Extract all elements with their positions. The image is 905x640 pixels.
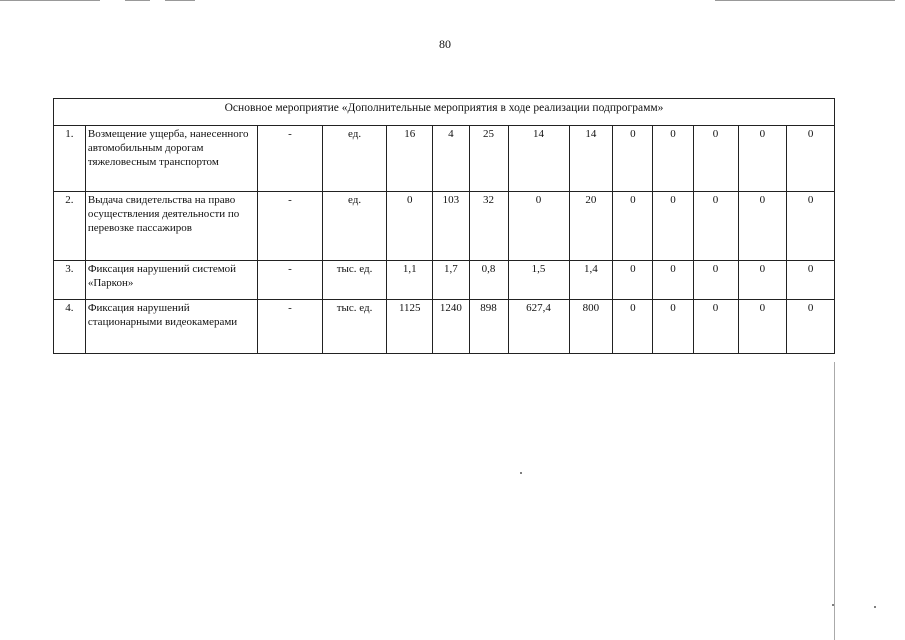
scan-edge-mark — [125, 0, 150, 1]
scan-edge-mark — [715, 0, 895, 1]
value-cell: 0 — [693, 126, 738, 192]
value-cell: 0 — [653, 192, 693, 261]
value-cell: 1,7 — [433, 261, 469, 300]
value-cell: 1240 — [433, 300, 469, 354]
value-cell: 16 — [387, 126, 433, 192]
unit-cell: ед. — [322, 192, 387, 261]
value-cell: 1,5 — [508, 261, 569, 300]
value-cell: 0 — [787, 192, 835, 261]
value-cell: 0 — [738, 192, 787, 261]
row-number: 2. — [54, 192, 86, 261]
table-row — [54, 261, 835, 300]
value-cell: 20 — [569, 192, 613, 261]
value-cell: 32 — [469, 192, 508, 261]
row-number: 4. — [54, 300, 86, 354]
scan-speck — [832, 604, 834, 606]
table-row — [54, 192, 835, 261]
dash-cell: - — [258, 261, 323, 300]
value-cell: 0 — [693, 300, 738, 354]
value-cell: 0 — [787, 300, 835, 354]
table-row — [54, 300, 835, 354]
value-cell: 1,1 — [387, 261, 433, 300]
value-cell: 103 — [433, 192, 469, 261]
measures-table — [53, 98, 835, 354]
unit-cell: тыс. ед. — [322, 300, 387, 354]
table-row — [54, 126, 835, 192]
value-cell: 0,8 — [469, 261, 508, 300]
value-cell: 0 — [613, 192, 653, 261]
value-cell: 0 — [693, 192, 738, 261]
value-cell: 800 — [569, 300, 613, 354]
value-cell: 0 — [508, 192, 569, 261]
value-cell: 0 — [738, 261, 787, 300]
value-cell: 0 — [787, 261, 835, 300]
value-cell: 0 — [653, 261, 693, 300]
value-cell: 0 — [387, 192, 433, 261]
scan-edge-mark — [834, 362, 835, 640]
scan-speck — [874, 606, 876, 608]
value-cell: 0 — [613, 261, 653, 300]
unit-cell: тыс. ед. — [322, 261, 387, 300]
value-cell: 4 — [433, 126, 469, 192]
value-cell: 0 — [787, 126, 835, 192]
section-header-row — [54, 99, 835, 126]
unit-cell: ед. — [322, 126, 387, 192]
scan-edge-mark — [0, 0, 100, 1]
value-cell: 627,4 — [508, 300, 569, 354]
value-cell: 0 — [613, 300, 653, 354]
value-cell: 1125 — [387, 300, 433, 354]
page-number: 80 — [439, 37, 451, 51]
value-cell: 0 — [738, 126, 787, 192]
value-cell: 0 — [653, 126, 693, 192]
measure-name: Возмещение ущерба, нанесенного автомобильным дорогам тяжеловесным транспортом — [85, 126, 257, 192]
measure-name: Фиксация нарушений стационарными видеокамерами — [85, 300, 257, 354]
dash-cell: - — [258, 126, 323, 192]
section-title: Основное мероприятие «Дополнительные мероприятия в ходе реализации подпрограмм» — [54, 99, 835, 126]
value-cell: 14 — [508, 126, 569, 192]
scan-speck — [520, 472, 522, 474]
scan-edge-mark — [165, 0, 195, 1]
value-cell: 0 — [738, 300, 787, 354]
value-cell: 0 — [653, 300, 693, 354]
measure-name: Выдача свидетельства на право осуществления деятельности по перевозке пассажиров — [85, 192, 257, 261]
value-cell: 25 — [469, 126, 508, 192]
value-cell: 14 — [569, 126, 613, 192]
value-cell: 1,4 — [569, 261, 613, 300]
dash-cell: - — [258, 300, 323, 354]
value-cell: 0 — [693, 261, 738, 300]
row-number: 3. — [54, 261, 86, 300]
value-cell: 0 — [613, 126, 653, 192]
measure-name: Фиксация нарушений системой «Паркон» — [85, 261, 257, 300]
value-cell: 898 — [469, 300, 508, 354]
row-number: 1. — [54, 126, 86, 192]
dash-cell: - — [258, 192, 323, 261]
